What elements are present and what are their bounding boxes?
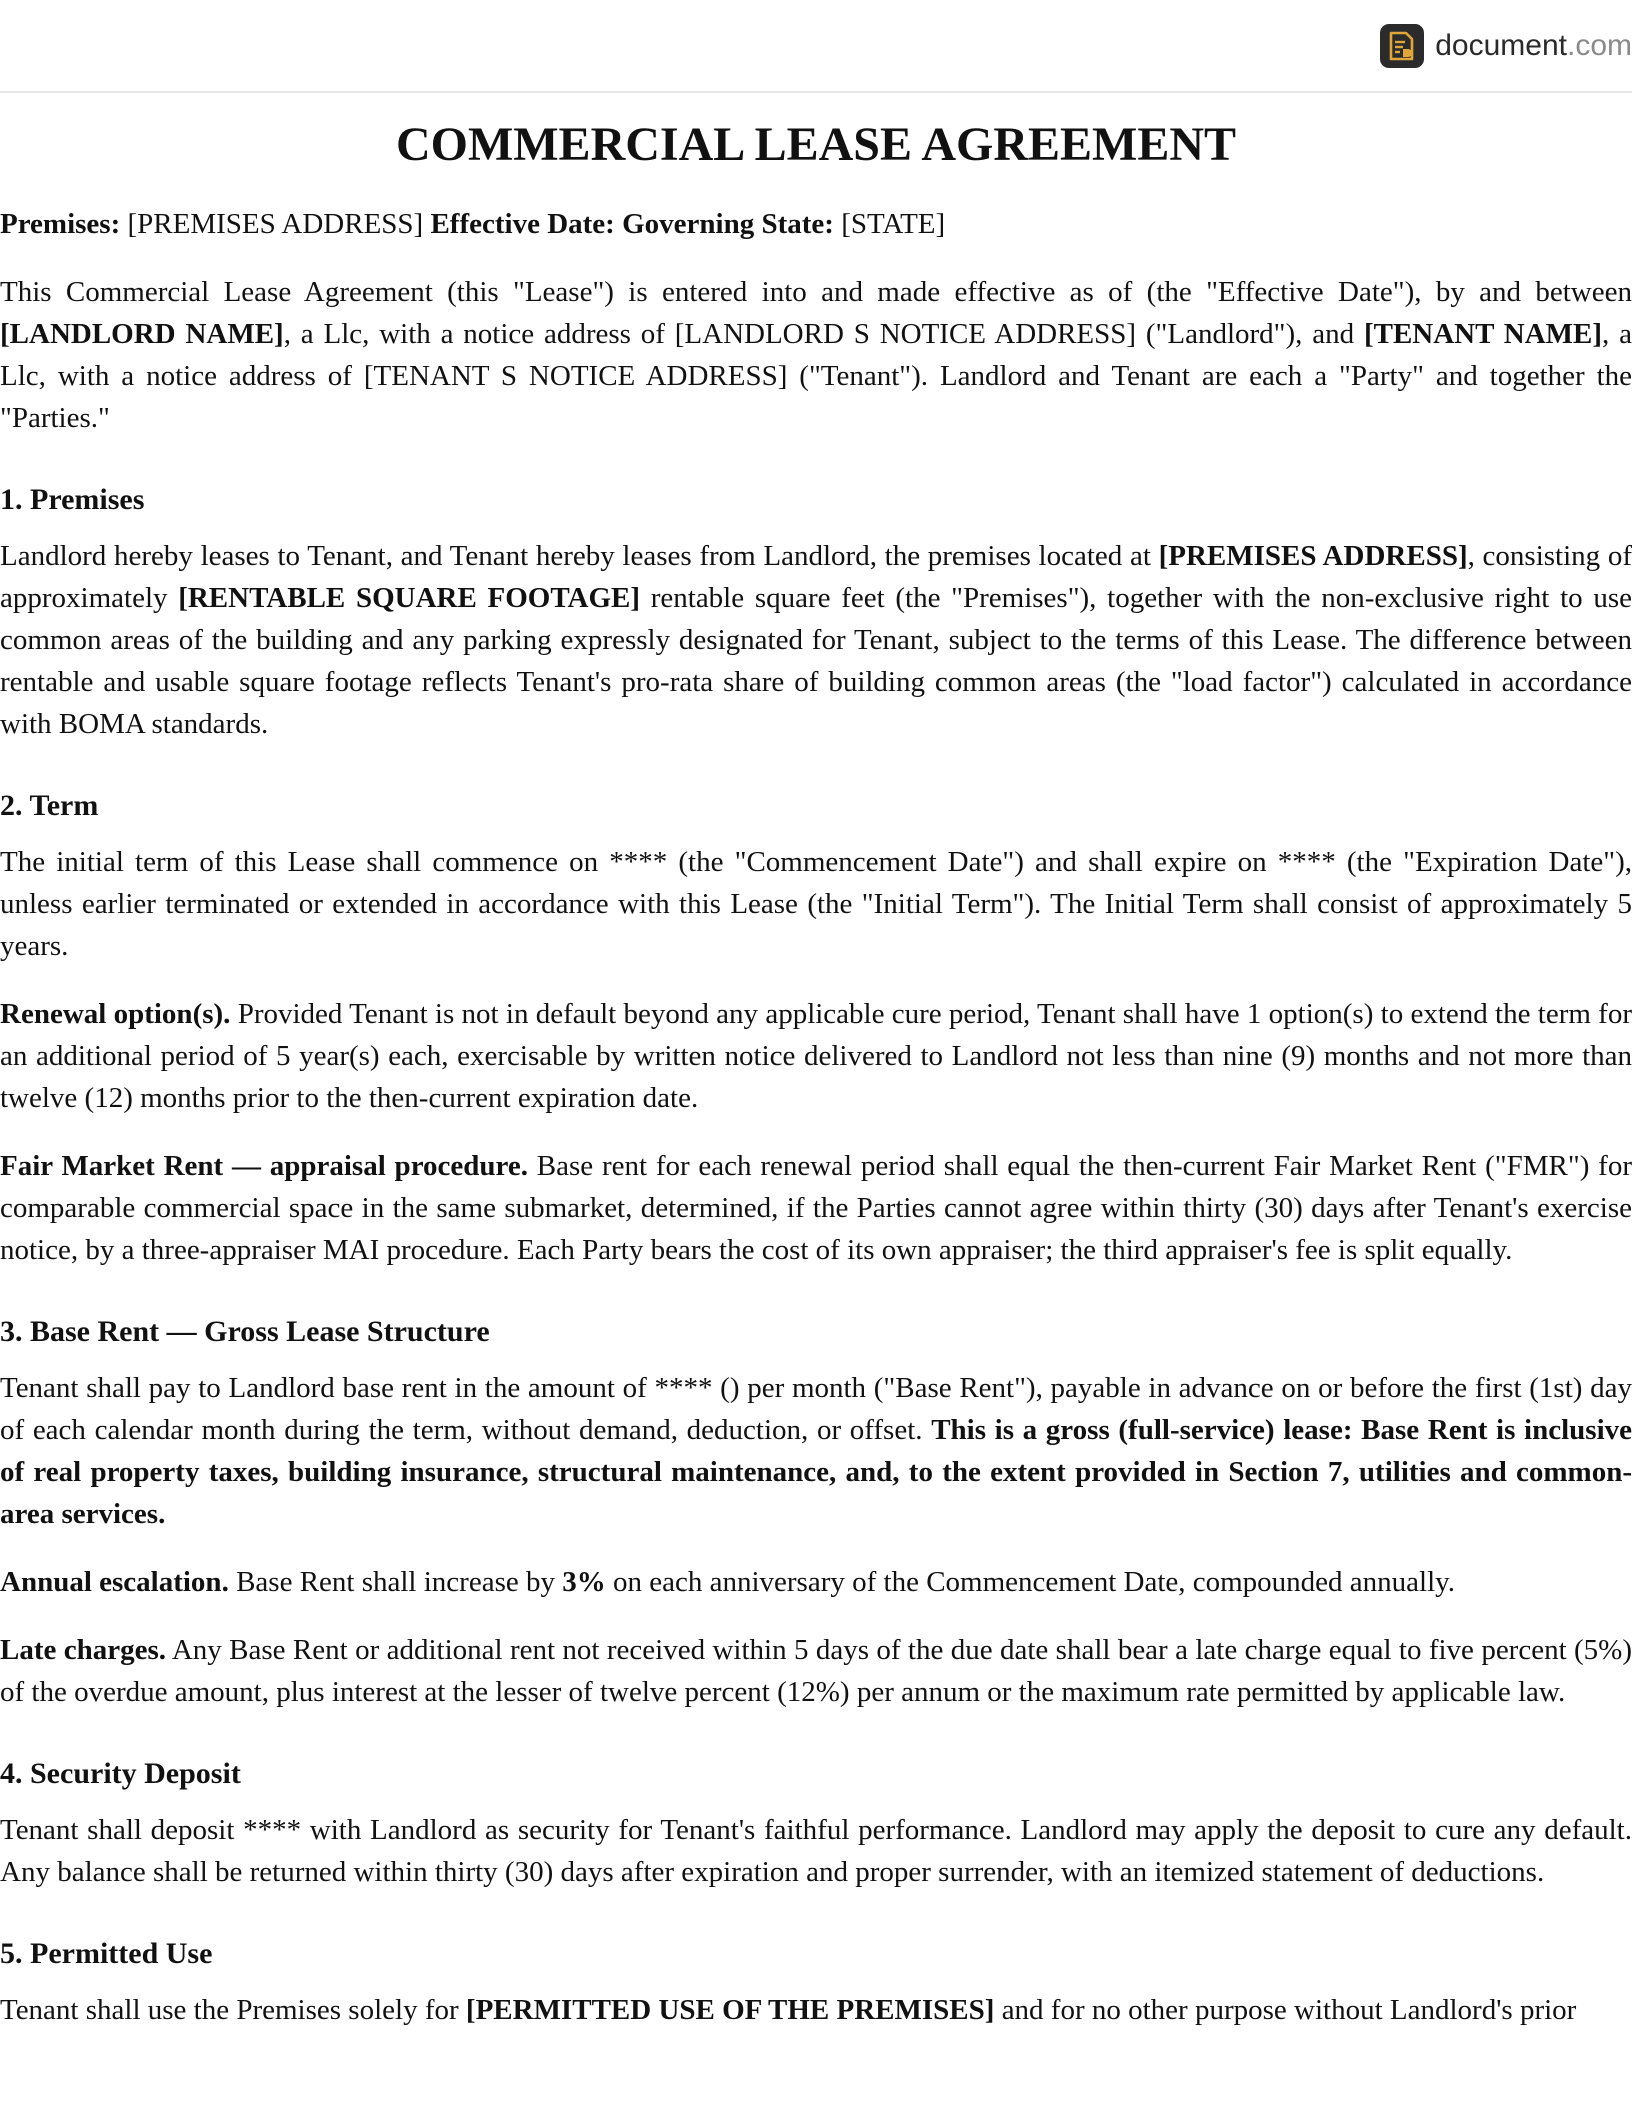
- escalation-paragraph: Annual escalation. Base Rent shall increase by 3% on each anniversary of the Commencement Date, compounded annually.: [0, 1566, 1456, 1598]
- document-logo-icon: [1380, 24, 1424, 68]
- tenant-name: [TENANT NAME]: [1363, 318, 1603, 350]
- meta-line: [0, 203, 1632, 245]
- governing-state-value: [STATE]: [833, 208, 946, 240]
- premises-label: Premises:: [0, 208, 121, 240]
- governing-state-label: Governing State:: [614, 208, 834, 240]
- section-heading-term: 2. Term: [0, 789, 99, 822]
- landlord-name: [LANDLORD NAME]: [0, 318, 284, 350]
- base-rent-paragraph: Tenant shall pay to Landlord base rent in the amount of **** () per month ("Base Rent"), payable in advance on or before the first (1st) day of each calendar month during the term, without demand, deduction, or offset. This is a gross (full-service) lease: Base Rent is inclusive of real property taxes, building insurance, structural maintenance, and, to the extent provided in Section 7, utilities and common-area services.: [0, 1372, 1632, 1530]
- term-paragraph: The initial term of this Lease shall commence on **** (the "Commencement Date") and shall expire on **** (the "Expiration Date"), unless earlier terminated or extended in accordance with this Lease (the "Initial Term"). The Initial Term shall consist of approximately 5 years.: [0, 846, 1632, 962]
- premises-value: [PREMISES ADDRESS]: [120, 208, 431, 240]
- brand-tld: .com: [1566, 29, 1632, 62]
- renewal-paragraph: Renewal option(s). Provided Tenant is not in default beyond any applicable cure period, Tenant shall have 1 option(s) to extend the term for an additional period of 5 year(s) each, exercisable by written notice delivered to Landlord not less than nine (9) months and not more than twelve (12) months prior to the then-current expiration date.: [0, 998, 1632, 1114]
- security-deposit-paragraph: Tenant shall deposit **** with Landlord as security for Tenant's faithful performance. Landlord may apply the deposit to cure any default. Any balance shall be returned within thirty (30) days after expiration and proper surrender, with an itemized statement of deductions.: [0, 1814, 1632, 1888]
- effective-date-label: Effective Date:: [430, 208, 615, 240]
- fmr-paragraph: Fair Market Rent — appraisal procedure. Base rent for each renewal period shall equal the then-current Fair Market Rent ("FMR") for comparable commercial space in the same submarket, determined, if the Parties cannot agree within thirty (30) days after Tenant's exercise notice, by a three-appraiser MAI procedure. Each Party bears the cost of its own appraiser; the third appraiser's fee is split equally.: [0, 1150, 1632, 1266]
- late-charges-paragraph: Late charges. Any Base Rent or additional rent not received within 5 days of the due date shall bear a late charge equal to five percent (5%) of the overdue amount, plus interest at the lesser of twelve percent (12%) per annum or the maximum rate permitted by applicable law.: [0, 1634, 1632, 1708]
- brand[interactable]: [1380, 24, 1632, 68]
- section-heading-permitted-use: 5. Permitted Use: [0, 1937, 213, 1970]
- premises-paragraph: Landlord hereby leases to Tenant, and Tenant hereby leases from Landlord, the premises located at [PREMISES ADDRESS], consisting of approximately [RENTABLE SQUARE FOOTAGE] rentable square feet (the "Premises"), together with the non-exclusive right to use common areas of the building and any parking expressly designated for Tenant, subject to the terms of this Lease. The difference between rentable and usable square footage reflects Tenant's pro-rata share of building common areas (the "load factor") calculated in accordance with BOMA standards.: [0, 540, 1632, 740]
- permitted-use-paragraph: Tenant shall use the Premises solely for [PERMITTED USE OF THE PREMISES] and for no other purpose without Landlord's prior: [0, 1994, 1577, 2026]
- brand-name: document.com: [1435, 29, 1632, 62]
- section-heading-base-rent: 3. Base Rent — Gross Lease Structure: [0, 1315, 490, 1348]
- header-bar: [0, 0, 1632, 93]
- section-heading-premises: 1. Premises: [0, 483, 145, 516]
- document-title: COMMERCIAL LEASE AGREEMENT: [395, 118, 1237, 171]
- document-body: [0, 93, 1632, 2031]
- intro-paragraph: This Commercial Lease Agreement (this "Lease") is entered into and made effective as of (the "Effective Date"), by and between [LANDLORD NAME], a Llc, with a notice address of [LANDLORD S NOTICE ADDRESS] ("Landlord"), and [TENANT NAME], a Llc, with a notice address of [TENANT S NOTICE ADDRESS] ("Tenant"). Landlord and Tenant are each a "Party" and together the "Parties.": [0, 276, 1632, 434]
- section-heading-security-deposit: 4. Security Deposit: [0, 1757, 241, 1790]
